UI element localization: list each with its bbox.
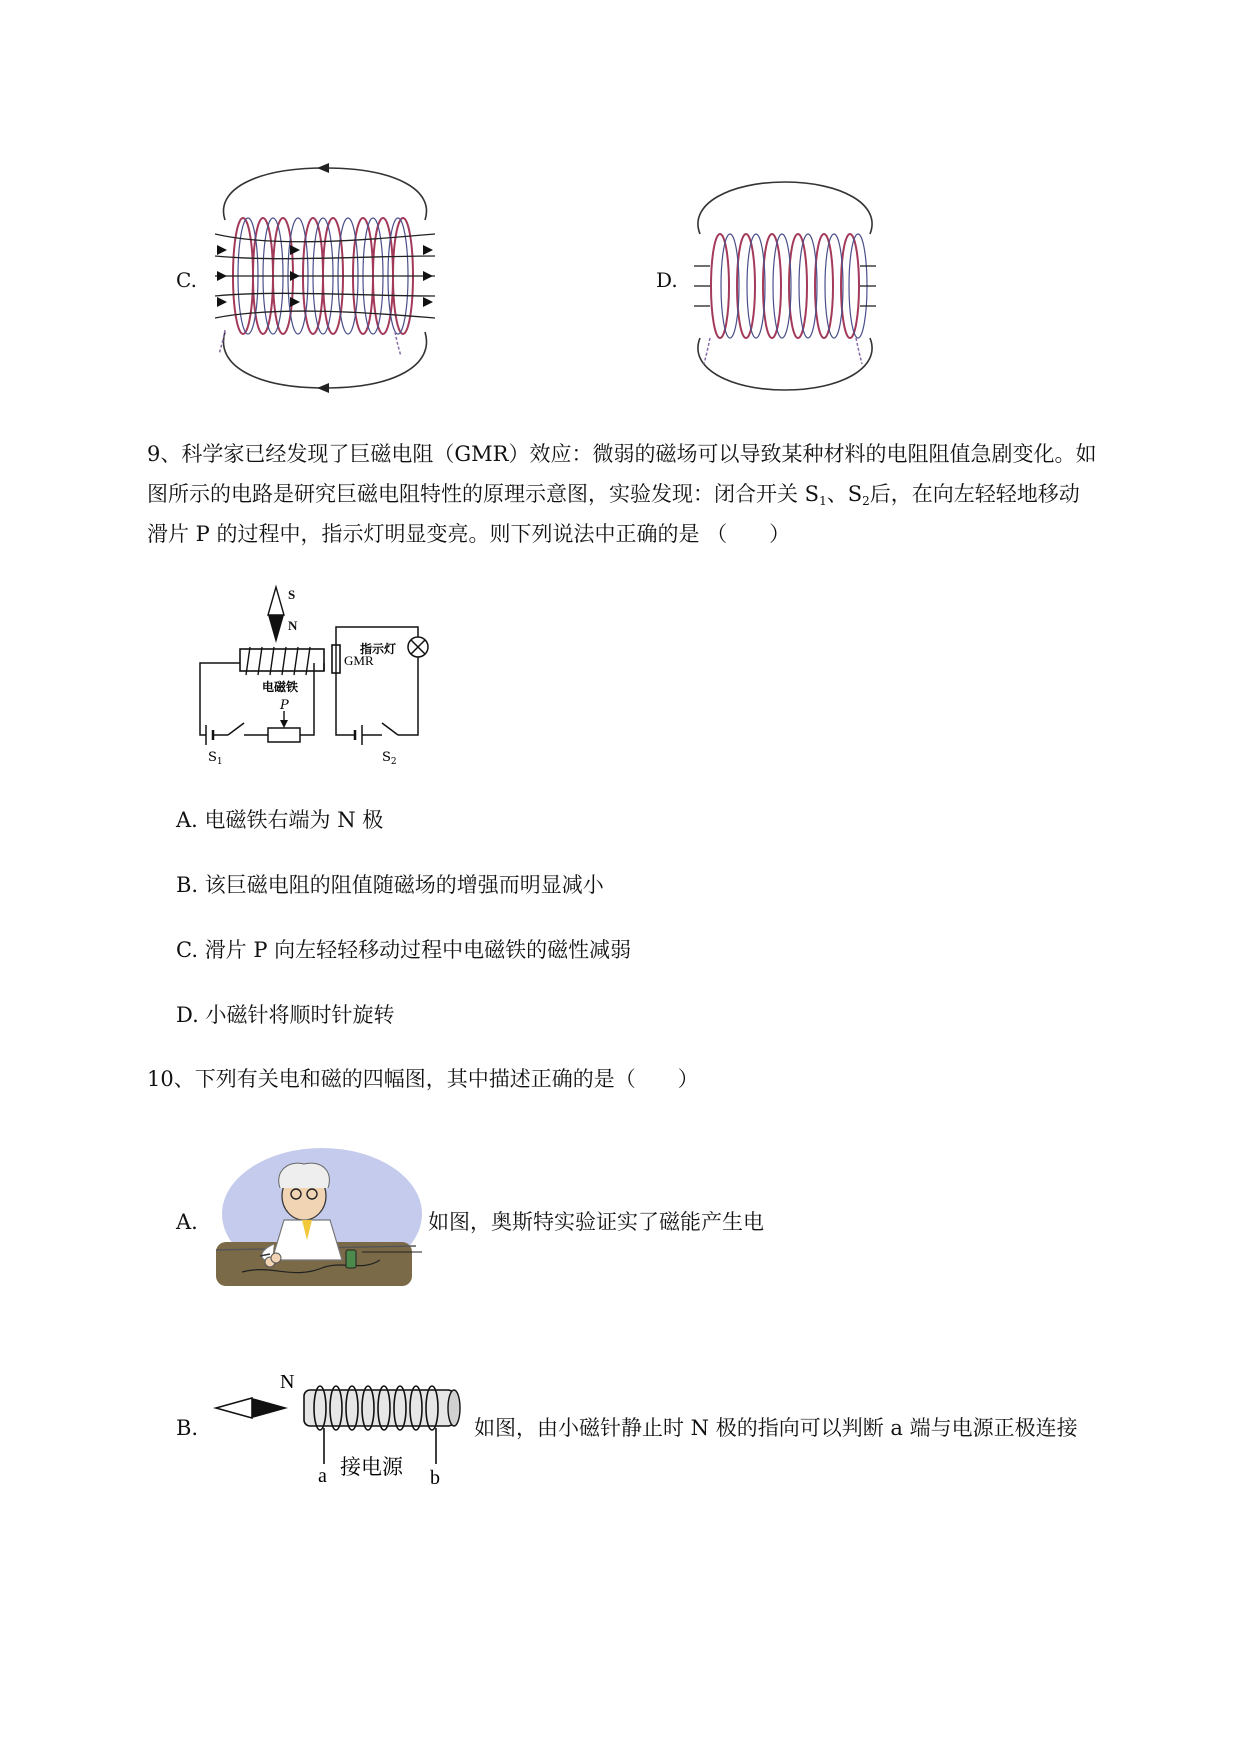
q9-stem-line1: 9、科学家已经发现了巨磁电阻（GMR）效应：微弱的磁场可以导致某种材料的电阻阻值急剧变化。如	[147, 442, 1097, 466]
q9-option-d: D. 小磁针将顺时针旋转	[176, 1003, 395, 1027]
option-d-label: D.	[656, 268, 678, 292]
q9-option-a: A. 电磁铁右端为 N 极	[176, 808, 384, 832]
compass-n-label: N	[280, 1371, 295, 1393]
oersted-experiment-illustration	[212, 1140, 422, 1300]
compass-solenoid-figure	[212, 1368, 472, 1488]
terminal-a-label: a	[318, 1465, 327, 1487]
compass-n-label: N	[288, 618, 298, 633]
power-supply-label: 接电源	[340, 1455, 403, 1479]
switch-s2-label: $S_2$	[382, 750, 397, 767]
q9-stem-line2: 图所示的电路是研究巨磁电阻特性的原理示意图，实验发现：闭合开关 $S_1$、$S_2$后，在向左轻轻地移动	[147, 482, 1080, 508]
q10-option-a-text: 如图，奥斯特实验证实了磁能产生电	[428, 1210, 764, 1234]
terminal-b-label: b	[430, 1467, 440, 1489]
solenoid-field-figure-c	[215, 160, 435, 400]
compass-s-label: S	[288, 587, 296, 602]
q10-option-a-label: A.	[176, 1210, 198, 1234]
electromagnet-label: 电磁铁	[262, 680, 299, 694]
gmr-label: GMR	[344, 653, 374, 668]
gmr-circuit-figure	[176, 585, 466, 765]
switch-s1-label: $S_1$	[208, 750, 223, 767]
q10-stem: 10、下列有关电和磁的四幅图，其中描述正确的是（ ）	[147, 1067, 699, 1091]
solenoid-field-figure-d	[690, 176, 880, 396]
slider-p-label: P	[280, 698, 289, 713]
option-c-label: C.	[176, 268, 197, 292]
q9-option-b: B. 该巨磁电阻的阻值随磁场的增强而明显减小	[176, 873, 604, 897]
q9-option-c: C. 滑片 P 向左轻轻移动过程中电磁铁的磁性减弱	[176, 938, 632, 962]
q10-option-b-text: 如图，由小磁针静止时 N 极的指向可以判断 a 端与电源正极连接	[474, 1416, 1078, 1440]
q10-option-b-label: B.	[176, 1416, 199, 1440]
indicator-lamp-label: 指示灯	[360, 642, 397, 656]
q9-stem-line3: 滑片 P 的过程中，指示灯明显变亮。则下列说法中正确的是 （ ）	[147, 522, 791, 546]
